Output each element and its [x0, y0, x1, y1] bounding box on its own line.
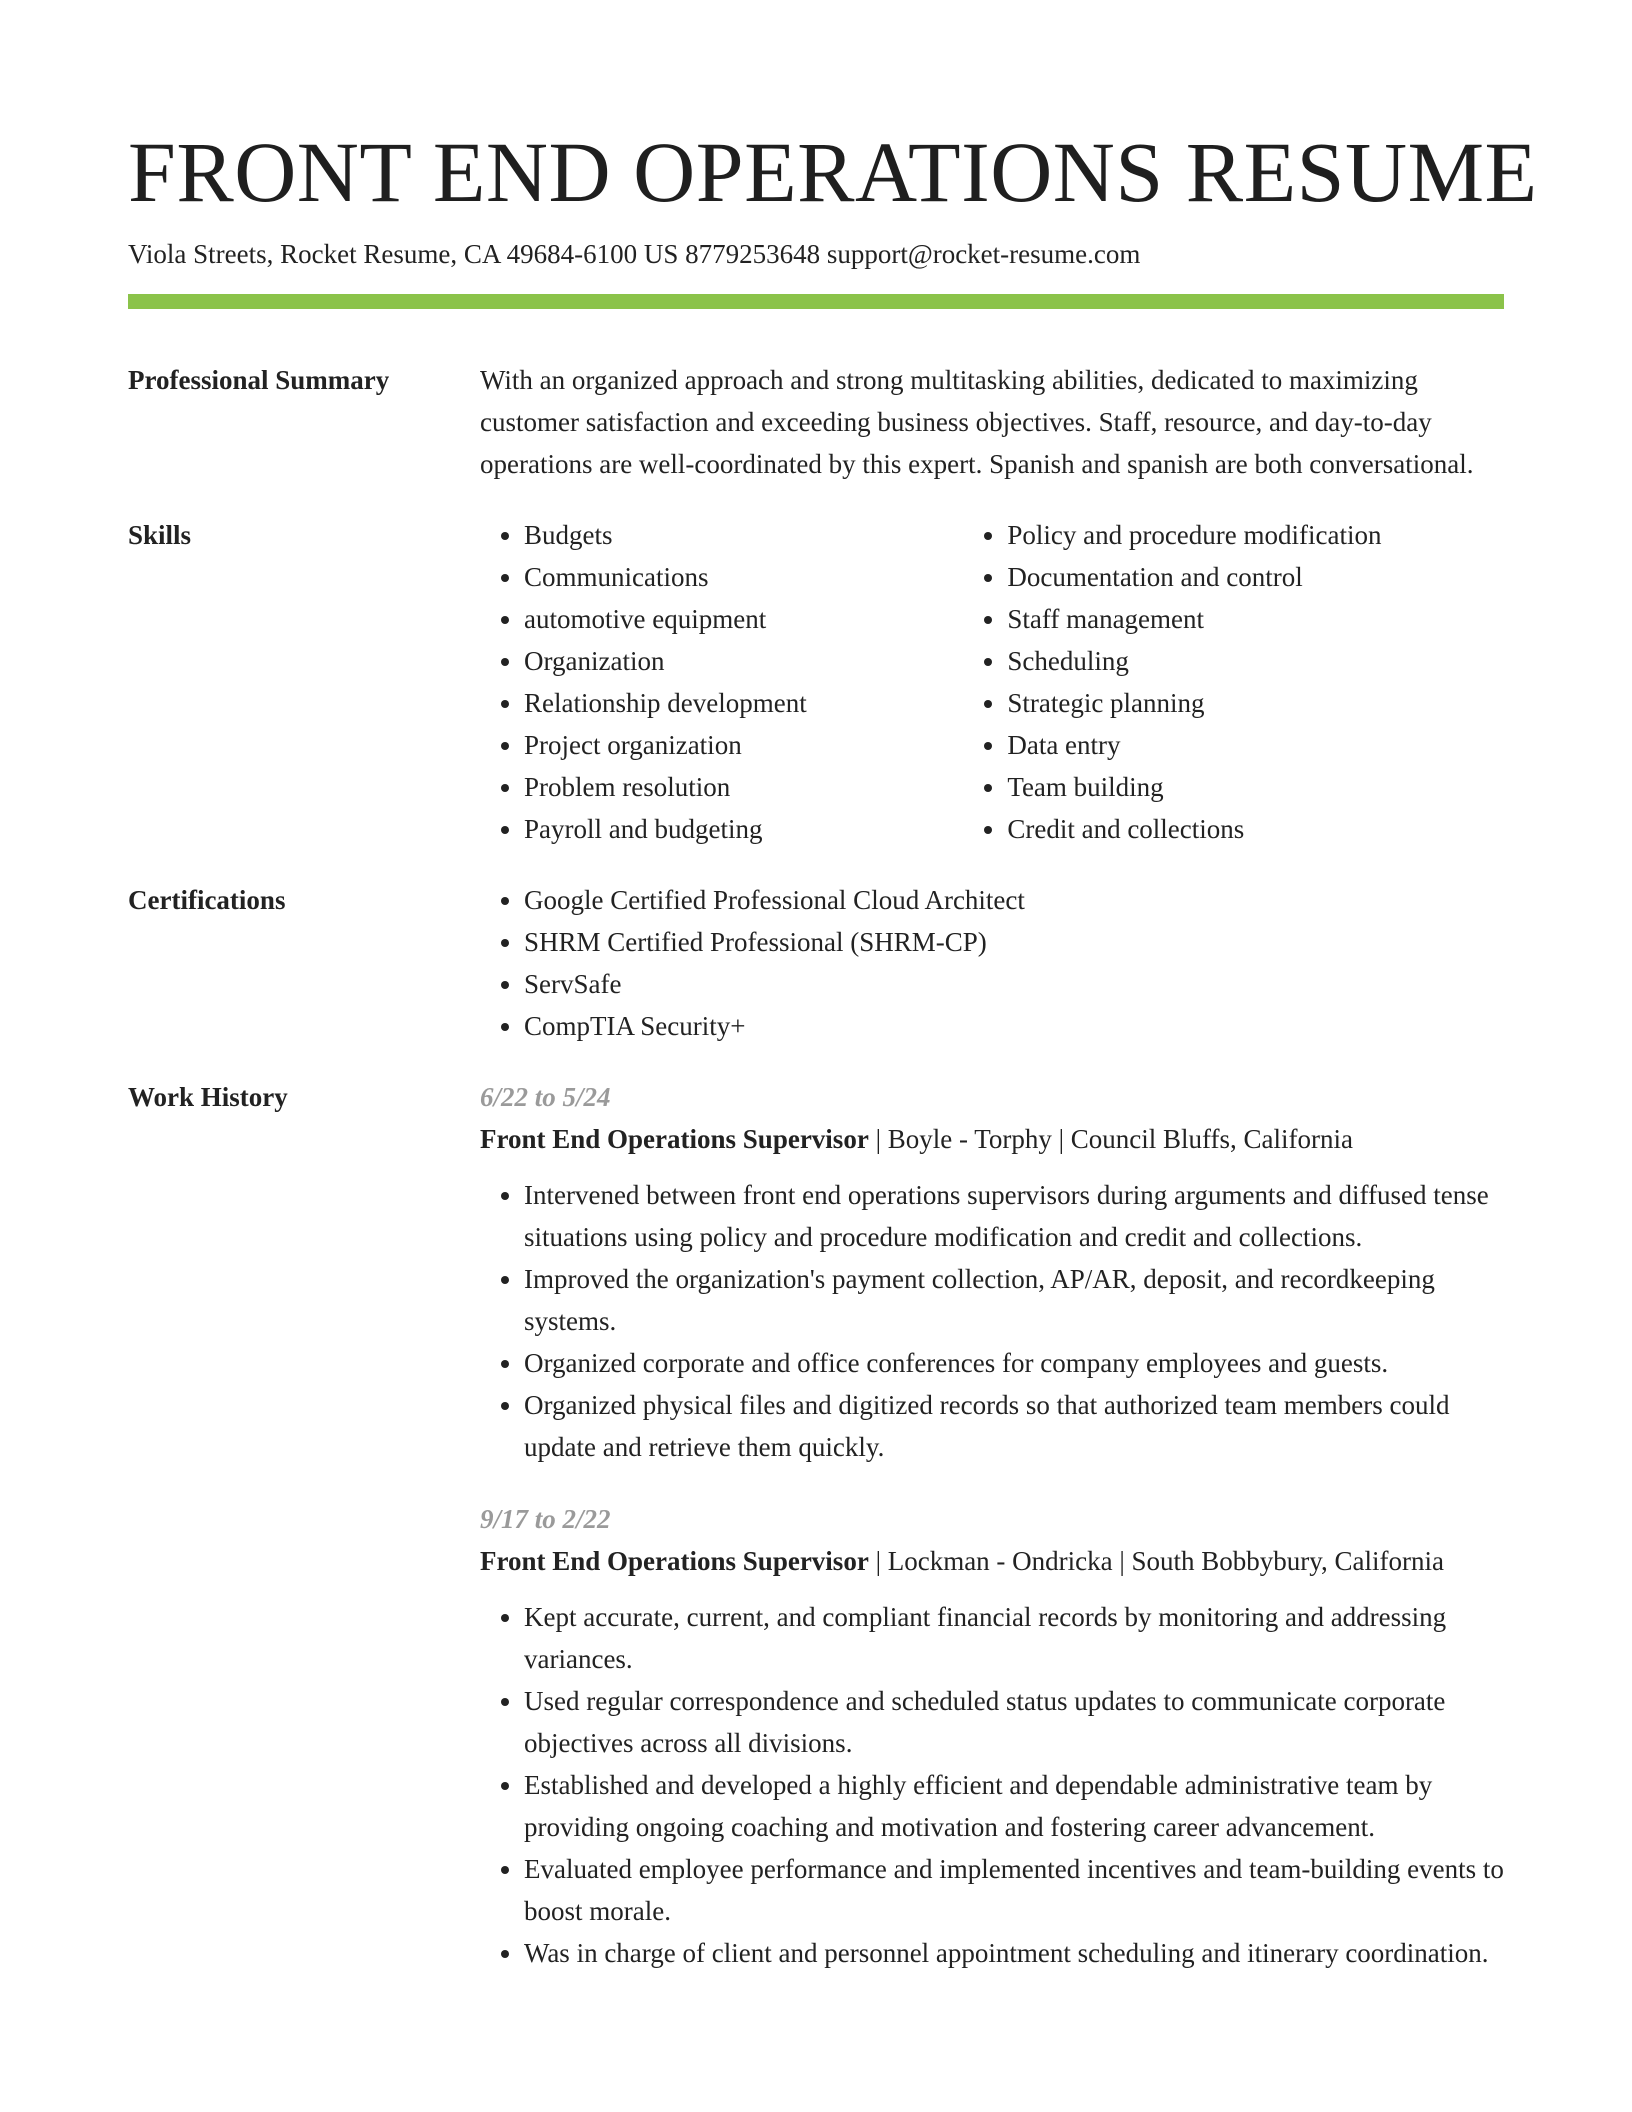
skill-item: • Strategic planning: [1007, 682, 1504, 724]
work-history-body: [480, 1076, 1504, 2004]
section-label-skills: Skills: [128, 520, 192, 550]
work-history-section: [128, 1076, 1504, 2004]
skills-list-right: [963, 514, 1504, 850]
job-details: | Boyle - Torphy | Council Bluffs, California: [868, 1124, 1353, 1154]
section-label-certifications: Certifications: [128, 885, 286, 915]
skill-item: • automotive equipment: [524, 598, 963, 640]
job-heading: [480, 1118, 1504, 1160]
job-entry: [480, 1498, 1504, 1974]
job-bullet: • Kept accurate, current, and compliant financial records by monitoring and addressing variances.: [524, 1596, 1504, 1680]
job-bullet: • Was in charge of client and personnel appointment scheduling and itinerary coordination.: [524, 1932, 1504, 1974]
skill-item: • Data entry: [1007, 724, 1504, 766]
job-dates: 9/17 to 2/22: [480, 1504, 611, 1534]
job-bullet: • Improved the organization's payment collection, AP/AR, deposit, and recordkeeping systems.: [524, 1258, 1504, 1342]
skill-item: • Organization: [524, 640, 963, 682]
skill-item: • Project organization: [524, 724, 963, 766]
skill-item: • Team building: [1007, 766, 1504, 808]
job-bullet: • Evaluated employee performance and implemented incentives and team-building events to boost morale.: [524, 1848, 1504, 1932]
contact-email[interactable]: support@rocket-resume.com: [826, 239, 1141, 269]
skill-item: • Credit and collections: [1007, 808, 1504, 850]
job-heading: [480, 1540, 1504, 1582]
skills-body: [480, 514, 1504, 850]
job-bullet: • Intervened between front end operations supervisors during arguments and diffused tense situations using policy and procedure modification and credit and collections.: [524, 1174, 1504, 1258]
job-title: Front End Operations Supervisor: [480, 1546, 869, 1576]
contact-address: Viola Streets, Rocket Resume, CA 49684-6100 US: [128, 239, 679, 269]
summary-text: With an organized approach and strong multitasking abilities, dedicated to maximizing customer satisfaction and exceeding business objectives. Staff, resource, and day-to-day operations are well-coordinated by this expert. Spanish and spanish are both conversational.: [480, 365, 1474, 479]
summary-body: [480, 359, 1504, 485]
job-dates: 6/22 to 5/24: [480, 1082, 611, 1112]
certifications-section: [128, 879, 1504, 1047]
section-label-work-history: Work History: [128, 1082, 288, 1112]
skills-section: [128, 514, 1504, 850]
job-entry: [480, 1076, 1504, 1468]
skill-item: • Scheduling: [1007, 640, 1504, 682]
job-bullets: [480, 1596, 1504, 1974]
contact-line: [128, 236, 1504, 272]
certifications-list: [480, 879, 1504, 1047]
skills-list-left: [480, 514, 963, 850]
job-bullet: • Organized corporate and office conferences for company employees and guests.: [524, 1342, 1504, 1384]
skill-item: • Problem resolution: [524, 766, 963, 808]
skill-item: • Staff management: [1007, 598, 1504, 640]
job-title: Front End Operations Supervisor: [480, 1124, 869, 1154]
job-bullets: [480, 1174, 1504, 1468]
skill-item: • Policy and procedure modification: [1007, 514, 1504, 556]
job-bullet: • Organized physical files and digitized records so that authorized team members could update and retrieve them quickly.: [524, 1384, 1504, 1468]
skill-item: • Communications: [524, 556, 963, 598]
resume-page: [128, 118, 1538, 2004]
certification-item: • Google Certified Professional Cloud Architect: [524, 879, 1504, 921]
job-bullet: • Used regular correspondence and scheduled status updates to communicate corporate objectives across all divisions.: [524, 1680, 1504, 1764]
certification-item: • SHRM Certified Professional (SHRM-CP): [524, 921, 1504, 963]
job-bullet: • Established and developed a highly efficient and dependable administrative team by providing ongoing coaching and motivation and fostering career advancement.: [524, 1764, 1504, 1848]
certifications-body: [480, 879, 1504, 1047]
certification-item: • ServSafe: [524, 963, 1504, 1005]
header-divider: [128, 294, 1504, 309]
skill-item: • Budgets: [524, 514, 963, 556]
section-label-summary: Professional Summary: [128, 365, 390, 395]
summary-section: [128, 359, 1504, 485]
skill-item: • Relationship development: [524, 682, 963, 724]
skill-item: • Payroll and budgeting: [524, 808, 963, 850]
contact-phone: 8779253648: [685, 239, 821, 269]
certification-item: • CompTIA Security+: [524, 1005, 1504, 1047]
skill-item: • Documentation and control: [1007, 556, 1504, 598]
resume-title: FRONT END OPERATIONS RESUME: [128, 124, 1538, 220]
job-details: | Lockman - Ondricka | South Bobbybury, California: [868, 1546, 1445, 1576]
